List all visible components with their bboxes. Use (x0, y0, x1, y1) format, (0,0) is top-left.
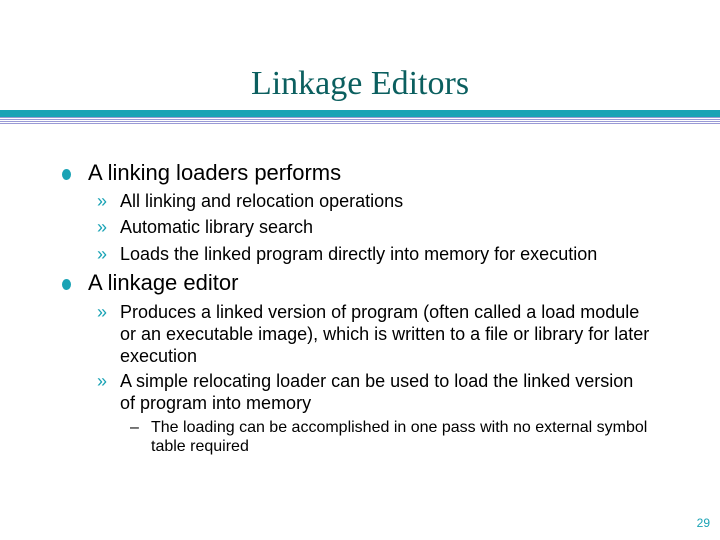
subsubbullet-text: The loading can be accomplished in one pass with no external symbol table required (151, 419, 648, 455)
title-rule-teal (0, 110, 720, 117)
subbullet-marker: » (97, 217, 108, 237)
subbullet-text: A simple relocating loader can be used to load the linked version of program into memory (120, 371, 634, 413)
page-number: 29 (696, 516, 710, 530)
subbullet-marker: » (97, 191, 108, 211)
title-rule-lines (0, 117, 720, 124)
subsubbullet-marker: – (130, 419, 139, 436)
bullet-text: A linkage editor (88, 270, 239, 295)
subbullet-marker: » (97, 371, 108, 391)
bullet-text: A linking loaders performs (88, 160, 342, 185)
bullet-dot (62, 279, 71, 290)
slide-title: Linkage Editors (250, 65, 470, 102)
subbullet-text: Produces a linked version of program (often called a load module or an executable image), which is written to a file or library for later execution (120, 302, 650, 366)
subbullet-text: All linking and relocation operations (120, 191, 404, 211)
subbullet-marker: » (97, 302, 108, 322)
subbullet-text: Automatic library search (120, 217, 314, 237)
subbullet-text: Loads the linked program directly into memory for execution (120, 244, 598, 264)
bullet-dot (62, 169, 71, 180)
subbullet-marker: » (97, 244, 108, 264)
